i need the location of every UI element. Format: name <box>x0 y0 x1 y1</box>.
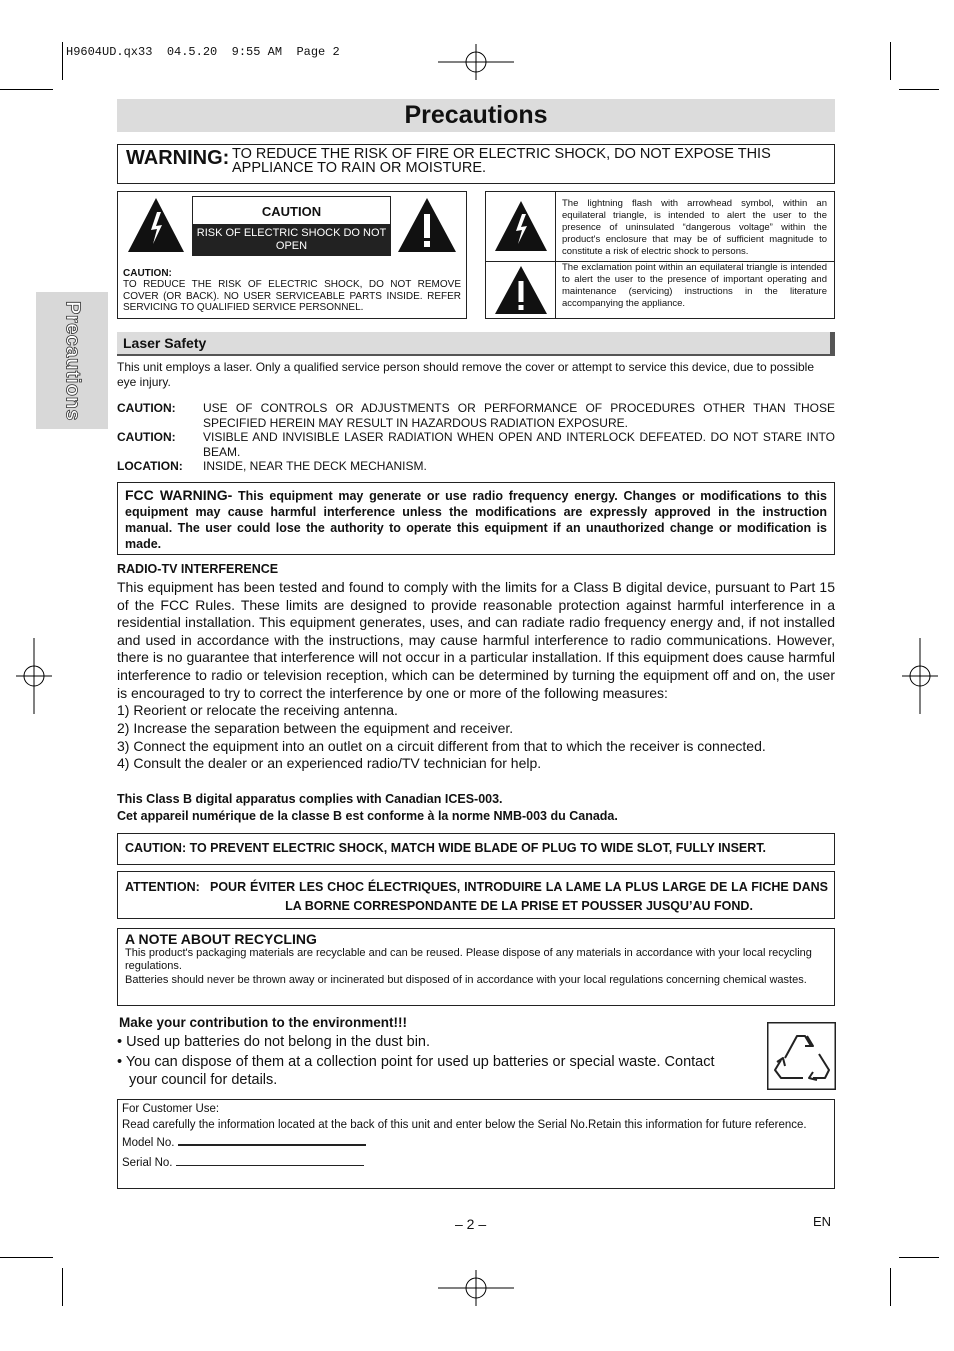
laser-row-value: VISIBLE AND INVISIBLE LASER RADIATION WHEN OPEN AND INTERLOCK DEFEATED. DO NOT STARE INTO BEAM. <box>203 430 835 459</box>
radio-tv-heading: RADIO-TV INTERFERENCE <box>117 562 279 576</box>
laser-row <box>117 459 835 474</box>
lightning-warning-icon <box>493 199 549 253</box>
radio-tv-measure: 1) Reorient or relocate the receiving antenna. <box>117 702 398 718</box>
recycling-box <box>117 928 835 1006</box>
environment-bullet: • Used up batteries do not belong in the dust bin. <box>117 1034 431 1050</box>
serial-no-label: Serial No. <box>122 1157 173 1169</box>
crop-mark <box>0 1257 53 1258</box>
print-header: H9604UD.qx33 04.5.20 9:55 AM Page 2 <box>66 45 340 59</box>
model-no-label: Model No. <box>122 1137 175 1149</box>
registration-mark-icon <box>436 1268 516 1308</box>
exclamation-symbol-text: The exclamation point within an equilateral triangle is intended to alert the user to the presence of important operating and maintenance (servicing) instructions in the literature accompanying the appliance. <box>562 262 827 309</box>
laser-safety-heading: Laser Safety <box>117 332 835 356</box>
canada-compliance-fr: Cet appareil numérique de la classe B est conforme à la norme NMB-003 du Canada. <box>117 809 618 823</box>
registration-mark-icon <box>436 42 516 82</box>
environment-bullet-text: Used up batteries do not belong in the dust bin. <box>126 1034 431 1050</box>
language-code: EN <box>813 1214 832 1229</box>
lightning-warning-icon <box>126 196 186 254</box>
environment-heading: Make your contribution to the environment!!! <box>119 1015 408 1030</box>
recycling-text: Batteries should never be thrown away or incinerated but disposed of in accordance with your local regulations concerning chemical wastes. <box>125 974 807 986</box>
plug-caution-text: CAUTION: TO PREVENT ELECTRIC SHOCK, MATCH WIDE BLADE OF PLUG TO WIDE SLOT, FULLY INSERT. <box>125 841 766 855</box>
radio-tv-measure: 2) Increase the separation between the equipment and receiver. <box>117 720 514 736</box>
caution-note-title: CAUTION: <box>123 268 172 279</box>
crop-mark <box>890 1268 891 1306</box>
customer-use-title: For Customer Use: <box>122 1103 220 1115</box>
recycle-icon <box>767 1022 836 1090</box>
symbols-vdivider <box>555 192 556 318</box>
environment-bullet: • You can dispose of them at a collection point for used up batteries or special waste. Contact your council for details. <box>117 1054 715 1088</box>
canada-compliance-en: This Class B digital apparatus complies with Canadian ICES-003. <box>117 792 503 806</box>
registration-mark-icon <box>900 636 940 716</box>
crop-mark <box>62 1268 63 1306</box>
laser-row <box>117 430 835 459</box>
radio-tv-body: This equipment has been tested and found to comply with the limits for a Class B digital device, pursuant to Part 15 of the FCC Rules. These limits are designed to provide reasonable protection against harmful interference in a residential installation. This equipment generates, uses, and can radiate radio frequency energy and, if not installed and used in accordance with the instructions, may cause harmful interference to radio communications. However, there is no guarantee that interference will not occur in a particular installation. If this equipment does cause harmful interference to radio or television reception, which can be determined by turning the equipment off and on, the user is encouraged to try to correct the interference by one or more of the following measures: <box>117 579 835 701</box>
crop-mark <box>890 42 891 80</box>
warning-box <box>117 144 835 184</box>
warning-label: WARNING: <box>126 147 230 169</box>
laser-row-key: CAUTION: <box>117 401 176 415</box>
lightning-symbol-text: The lightning flash with arrowhead symbol, within an equilateral triangle, is intended to alert the user to the presence of uninsulated “dangerous voltage” within the product's enclosure that may be of sufficient magnitude to constitute a risk of electric shock to persons. <box>562 198 827 257</box>
exclamation-warning-icon <box>493 264 549 316</box>
customer-use-box <box>117 1099 835 1189</box>
serial-no-field[interactable] <box>176 1155 364 1166</box>
laser-row-value: USE OF CONTROLS OR ADJUSTMENTS OR PERFORMANCE OF PROCEDURES OTHER THAN THOSE SPECIFIED HEREIN MAY RESULT IN HAZARDOUS RADIATION EXPOSURE. <box>203 401 835 430</box>
customer-use-text: Read carefully the information located at the back of this unit and enter below the Serial No.Retain this information for future reference. <box>122 1119 807 1131</box>
fcc-warning-text: This equipment may generate or use radio frequency energy. Changes or modifications to this equipment may cause harmful interference unless the modifications are expressly approved in the instruction manual. The user could lose the authority to operate this equipment if an unauthorized change or modification is made. <box>125 489 827 551</box>
radio-tv-measure: 4) Consult the dealer or an experienced radio/TV technician for help. <box>117 755 542 771</box>
laser-intro: This unit employs a laser. Only a qualified service person should remove the cover or attempt to service this device, due to possible eye injury. <box>117 360 815 389</box>
side-tab-label: Precautions <box>61 300 84 421</box>
crop-mark <box>899 1257 939 1258</box>
page-title: Precautions <box>117 99 835 132</box>
side-tab <box>36 292 108 429</box>
attention-text: POUR ÉVITER LES CHOC ÉLECTRIQUES, INTRODUIRE LA LAME LA PLUS LARGE DE LA FICHE DANS LA BORNE CORRESPONDANTE DE LA PRISE ET POUSSER JUSQU’AU FOND. <box>210 880 828 913</box>
crop-mark <box>0 89 53 90</box>
caution-panel-title: CAUTION <box>192 196 391 225</box>
radio-tv-measure: 3) Connect the equipment into an outlet on a circuit different from that to which the receiver is connected. <box>117 738 766 754</box>
caution-panel-subtitle: RISK OF ELECTRIC SHOCK DO NOT OPEN <box>192 224 391 256</box>
crop-mark <box>62 42 63 80</box>
warning-text: TO REDUCE THE RISK OF FIRE OR ELECTRIC SHOCK, DO NOT EXPOSE THIS APPLIANCE TO RAIN OR MOISTURE. <box>232 146 771 176</box>
attention-box <box>117 871 835 919</box>
page-number: – 2 – <box>455 1216 487 1232</box>
caution-note-text: TO REDUCE THE RISK OF ELECTRIC SHOCK, DO NOT REMOVE COVER (OR BACK). NO USER SERVICEABLE PARTS INSIDE. REFER SERVICING TO QUALIFIED SERVICE PERSONNEL. <box>123 279 461 313</box>
attention-label: ATTENTION: <box>125 880 200 894</box>
fcc-warning-label: FCC WARNING- <box>125 487 233 503</box>
recycling-heading: A NOTE ABOUT RECYCLING <box>125 931 317 947</box>
plug-caution-box <box>117 833 835 865</box>
crop-mark <box>899 89 939 90</box>
recycling-text: This product's packaging materials are recyclable and can be reused. Please dispose of any materials in accordance with your local recycling regulations. <box>125 947 812 972</box>
registration-mark-icon <box>14 636 54 716</box>
fcc-warning-box <box>117 482 835 555</box>
exclamation-warning-icon <box>396 196 458 254</box>
laser-row-key: LOCATION: <box>117 459 183 473</box>
laser-row-value: INSIDE, NEAR THE DECK MECHANISM. <box>203 459 427 473</box>
laser-row-key: CAUTION: <box>117 430 176 444</box>
environment-bullet-text: You can dispose of them at a collection point for used up batteries or special waste. Contact your council for details. <box>125 1054 715 1088</box>
model-no-field[interactable] <box>178 1135 366 1146</box>
laser-row <box>117 401 835 430</box>
